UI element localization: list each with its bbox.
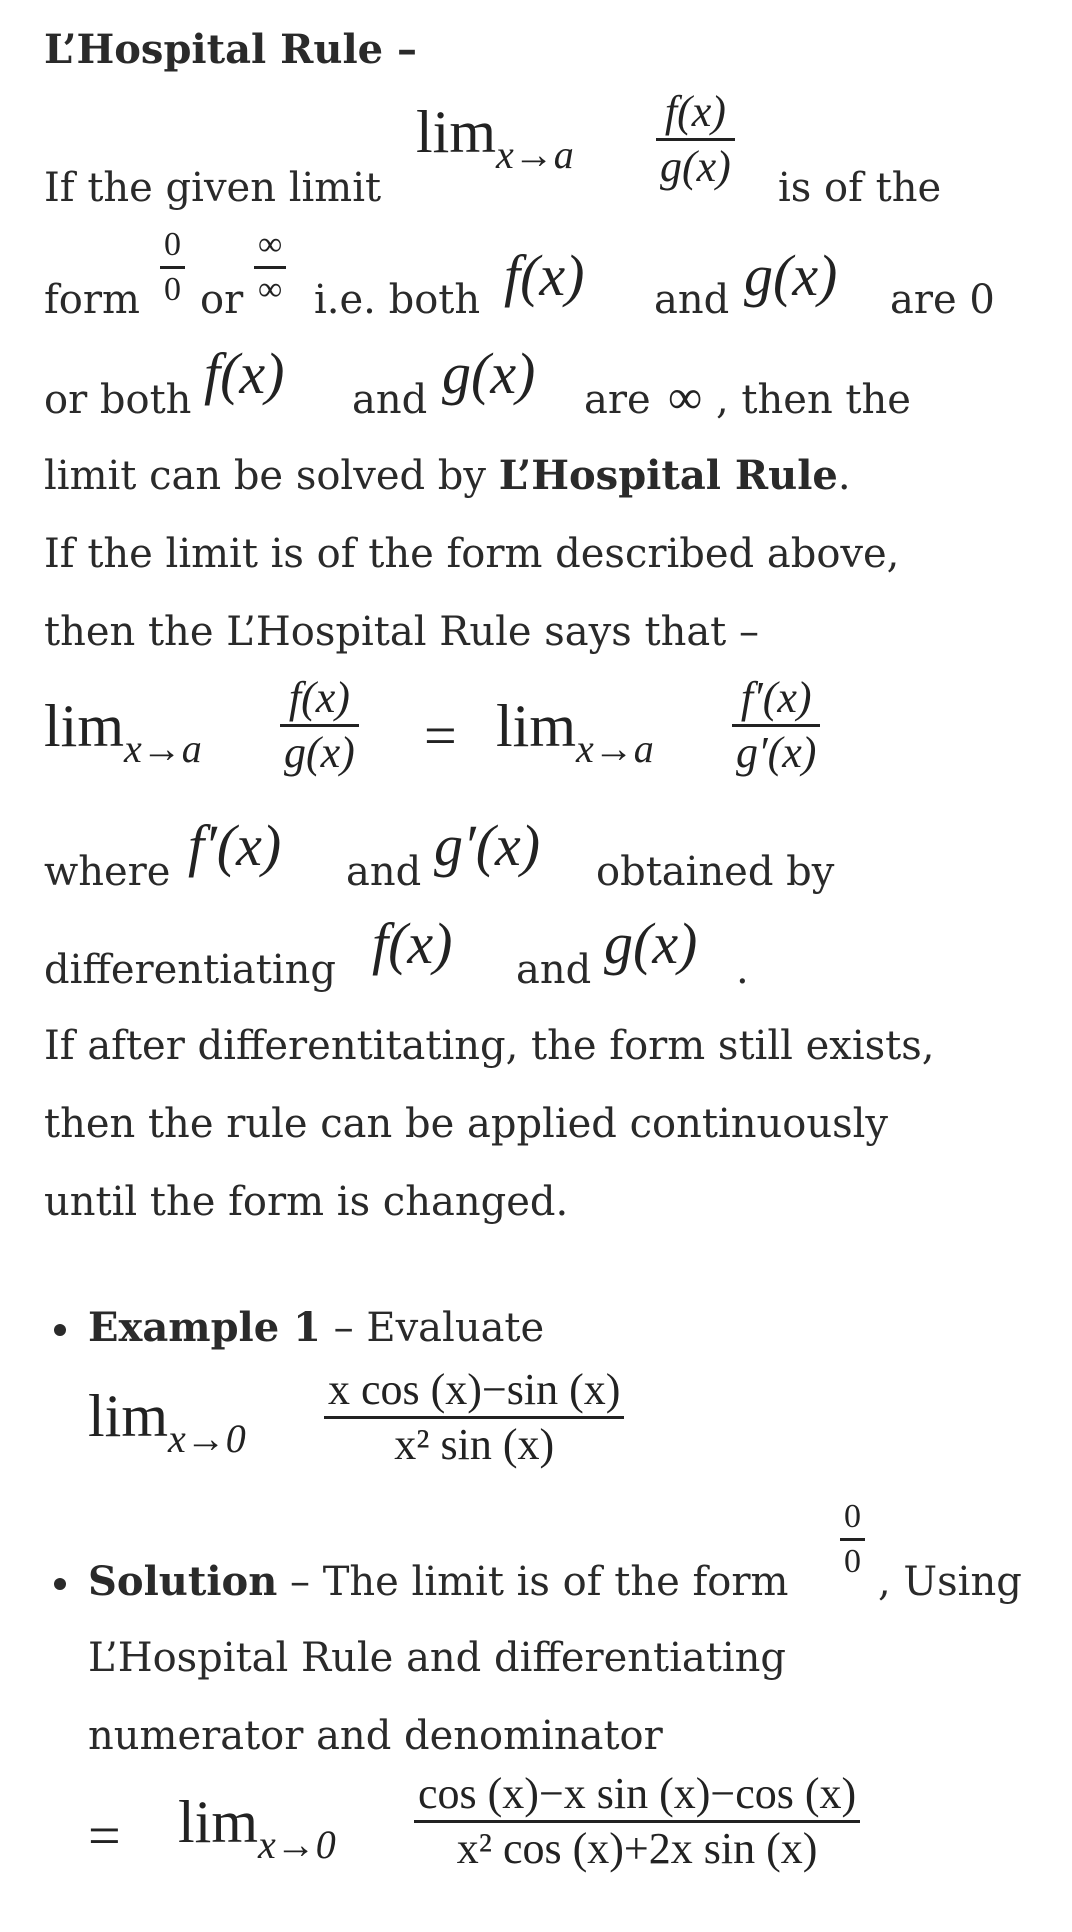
text-are: are [584, 377, 651, 423]
denominator: 0 [844, 1543, 861, 1580]
intro-line-4 [44, 450, 851, 502]
solution-line-2: L’Hospital Rule and differentiating [88, 1635, 786, 1681]
solution-text: – The limit is of the form [277, 1559, 789, 1605]
math-fx: f(x) [372, 911, 453, 976]
inline-limit-expression [416, 99, 574, 177]
text-where: where [44, 849, 171, 895]
solution-line-1 [88, 1500, 1048, 1610]
equals-sign: = [88, 1803, 121, 1868]
bullet-example-1 [54, 1324, 66, 1336]
denominator: g′(x) [736, 728, 817, 777]
text-or: or [200, 277, 244, 323]
text-and: and [516, 947, 592, 993]
fraction-inf-over-inf [254, 228, 286, 307]
math-gx: g(x) [604, 911, 698, 976]
paragraph-4-line-1: If after differentitating, the form still exists, [44, 1023, 935, 1069]
denominator: x² sin (x) [394, 1420, 555, 1469]
bullet-solution [54, 1578, 66, 1590]
solution-line-3: numerator and denominator [88, 1713, 663, 1759]
rhs-limit [496, 692, 654, 771]
math-fx: f(x) [504, 243, 585, 308]
limit-subscript: x→a [124, 726, 202, 771]
math-fx: f(x) [204, 341, 285, 406]
fraction-f-over-g [656, 87, 735, 191]
fraction-solution [414, 1769, 860, 1873]
text-and: and [346, 849, 422, 895]
paragraph-2-line-2: then the L’Hospital Rule says that – [44, 609, 759, 655]
example-text: – Evaluate [320, 1305, 545, 1351]
rule-name-bold: L’Hospital Rule [498, 452, 838, 499]
limit-subscript: x→a [576, 726, 654, 771]
text-period: . [837, 453, 851, 499]
fraction-example-1 [324, 1365, 624, 1469]
text-then-the: , then the [716, 377, 911, 423]
math-gprime-x: g′(x) [434, 813, 541, 878]
math-fprime-x: f′(x) [188, 813, 282, 878]
numerator: f(x) [656, 90, 735, 141]
infinity-symbol: ∞ [668, 371, 703, 424]
example-1-expression [88, 1365, 888, 1478]
section-heading: L’Hospital Rule – [44, 26, 418, 73]
fraction-zero-over-zero [840, 1500, 865, 1579]
text-obtained-by: obtained by [596, 849, 835, 895]
numerator: 0 [160, 228, 185, 269]
lim-operator: lim [44, 693, 125, 759]
solution-lead [88, 1556, 788, 1608]
lim-operator: lim [178, 1789, 259, 1855]
limit-subscript: x→0 [258, 1822, 336, 1867]
lhospital-formula [44, 673, 944, 786]
limit-subscript: x→0 [168, 1416, 246, 1461]
text-or-both: or both [44, 377, 192, 423]
equals-sign: = [424, 703, 457, 768]
text-differentiating: differentiating [44, 947, 336, 993]
text-if-given-limit: If the given limit [44, 165, 382, 211]
numerator: ∞ [254, 228, 286, 269]
math-gx: g(x) [442, 341, 536, 406]
text-ie-both: i.e. both [314, 277, 481, 323]
text-is-of-the: is of the [778, 165, 942, 211]
fraction-f-over-g [280, 673, 359, 777]
text-limit-solved: limit can be solved by [44, 453, 487, 499]
text-using: , Using [878, 1559, 1022, 1605]
text-are-0: are 0 [890, 277, 995, 323]
limit-subscript: x→a [496, 132, 574, 177]
math-gx: g(x) [744, 243, 838, 308]
lim-operator: lim [88, 1383, 169, 1449]
solution-label: Solution [88, 1558, 278, 1605]
denominator: g(x) [660, 142, 731, 191]
numerator: f(x) [280, 676, 359, 727]
text-period: . [736, 947, 749, 993]
numerator: cos (x)−x sin (x)−cos (x) [414, 1772, 860, 1823]
fraction-zero-over-zero [160, 228, 185, 307]
solution-expression [88, 1769, 1028, 1892]
fraction-fprime-over-gprime [732, 673, 820, 777]
numerator: f′(x) [732, 676, 820, 727]
example-1-heading [88, 1302, 544, 1354]
denominator: g(x) [284, 728, 355, 777]
lim-operator: lim [416, 99, 497, 165]
denominator: ∞ [258, 271, 283, 308]
paragraph-2-line-1: If the limit is of the form described above, [44, 531, 900, 577]
lhs-limit [44, 692, 202, 771]
denominator: 0 [164, 271, 181, 308]
text-and: and [654, 277, 730, 323]
text-and: and [352, 377, 428, 423]
numerator: 0 [840, 1500, 865, 1541]
text-form: form [44, 277, 140, 323]
example-label: Example 1 [88, 1304, 321, 1351]
denominator: x² cos (x)+2x sin (x) [456, 1824, 818, 1873]
lim-operator: lim [496, 693, 577, 759]
limit-x-to-0 [178, 1788, 336, 1867]
paragraph-4-line-3: until the form is changed. [44, 1179, 569, 1225]
numerator: x cos (x)−sin (x) [324, 1368, 624, 1419]
limit-x-to-0 [88, 1382, 246, 1461]
paragraph-4-line-2: then the rule can be applied continuously [44, 1101, 889, 1147]
